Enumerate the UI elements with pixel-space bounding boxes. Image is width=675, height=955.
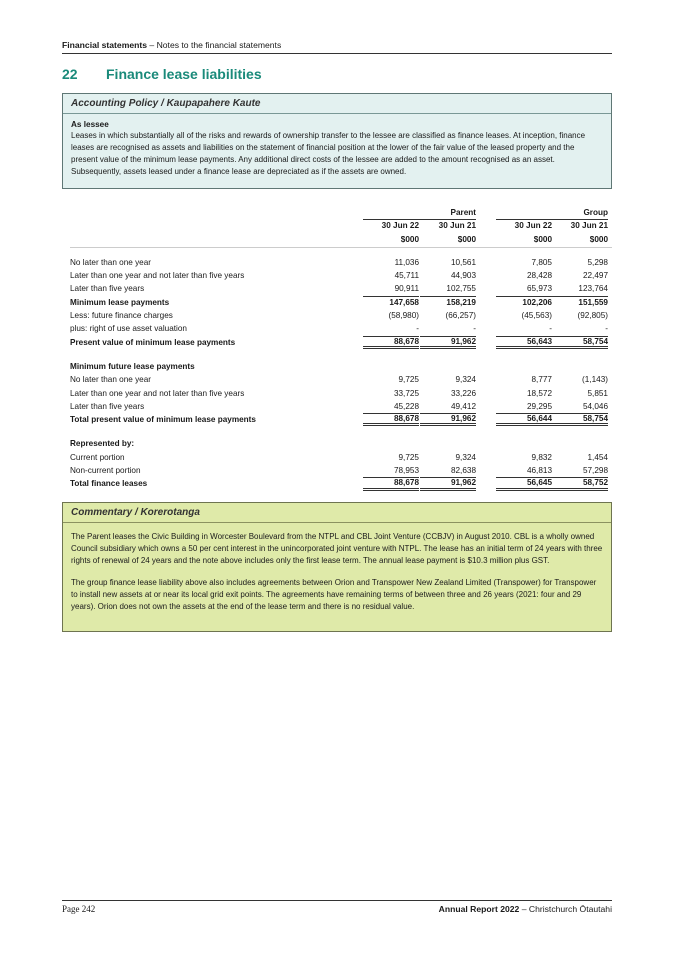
cell: 65,973 bbox=[496, 282, 552, 296]
cell: 151,559 bbox=[578, 297, 608, 307]
row-label: No later than one year bbox=[70, 257, 152, 267]
cell: 49,412 bbox=[420, 400, 476, 414]
cell: 58,754 bbox=[552, 413, 608, 426]
cell: (92,805) bbox=[577, 311, 608, 321]
cell: 56,644 bbox=[496, 413, 552, 426]
cell: 9,324 bbox=[455, 452, 476, 462]
cell: 82,638 bbox=[420, 464, 476, 478]
row-label: Current portion bbox=[70, 452, 125, 462]
row-label: Minimum future lease payments bbox=[70, 361, 195, 371]
cell: 102,206 bbox=[522, 297, 552, 307]
cell: 147,658 bbox=[389, 297, 419, 307]
row-label: Later than five years bbox=[70, 401, 145, 411]
policy-heading: Accounting Policy / Kaupapahere Kaute bbox=[71, 98, 261, 109]
table-row bbox=[70, 269, 612, 282]
note-title bbox=[62, 66, 262, 82]
cell: 9,832 bbox=[531, 452, 552, 462]
table-row bbox=[70, 256, 612, 269]
table-row-total bbox=[70, 477, 612, 490]
note-number: 22 bbox=[62, 66, 78, 82]
table-row bbox=[70, 309, 612, 322]
cell: 5,298 bbox=[587, 257, 608, 267]
policy-subheading: As lessee bbox=[71, 120, 109, 129]
cell: - bbox=[420, 322, 476, 336]
period-header: 30 Jun 21 bbox=[570, 221, 608, 231]
cell: 18,572 bbox=[526, 388, 552, 398]
accounting-policy-box bbox=[62, 93, 612, 189]
cell: 57,298 bbox=[552, 464, 608, 478]
cell: 88,678 bbox=[363, 477, 419, 490]
commentary-paragraph: The group finance lease liability above also includes agreements between Orion and Transpower New Zealand Limited (Transpower) for Transpower to install new assets at or near its local grid exit points. The agreements have remaining terms of between three and 26 years (2021: four and 29 years). Orion does not own the assets at the end of the lease term and there is no residual value. bbox=[71, 578, 597, 611]
header-separator bbox=[70, 247, 612, 248]
cell: 58,752 bbox=[552, 477, 608, 490]
cell: 9,725 bbox=[398, 452, 419, 462]
row-label: plus: right of use asset valuation bbox=[70, 324, 187, 334]
cell: 5,851 bbox=[587, 388, 608, 398]
unit-header: $000 bbox=[400, 234, 419, 244]
period-header: 30 Jun 22 bbox=[381, 221, 419, 231]
row-label: Represented by: bbox=[70, 439, 135, 449]
cell: 91,962 bbox=[420, 413, 476, 426]
group-header-parent: Parent bbox=[450, 208, 476, 217]
header-section: Financial statements bbox=[62, 40, 148, 50]
lease-table bbox=[70, 206, 612, 491]
note-heading: Finance lease liabilities bbox=[106, 66, 262, 82]
cell: 33,226 bbox=[450, 388, 476, 398]
report-title bbox=[439, 904, 612, 914]
row-label: No later than one year bbox=[70, 375, 152, 385]
unit-header: $000 bbox=[457, 234, 476, 244]
table-row bbox=[70, 322, 612, 335]
cell: 1,454 bbox=[587, 452, 608, 462]
policy-divider bbox=[63, 113, 611, 114]
table-row-subtotal bbox=[70, 296, 612, 309]
row-label: Later than one year and not later than five years bbox=[70, 388, 245, 398]
cell: 45,228 bbox=[363, 400, 419, 414]
cell: (66,257) bbox=[445, 311, 476, 321]
cell: 56,643 bbox=[496, 336, 552, 349]
table-row bbox=[70, 387, 612, 400]
cell: 88,678 bbox=[363, 413, 419, 426]
cell: 9,324 bbox=[455, 375, 476, 385]
header-divider bbox=[62, 53, 612, 54]
period-header: 30 Jun 22 bbox=[514, 221, 552, 231]
cell: 123,764 bbox=[552, 282, 608, 296]
commentary-paragraph: The Parent leases the Civic Building in Worcester Boulevard from the NTPL and CBL Joint Venture (CCBJV) in August 2010. CBL is a wholly owned Council subsidiary which owns a 50 per cent interest in the unincorporated joint venture with NTPL. The lease has an initial term of 24 years with three rights of renewal of 24 years and the note above includes only the first lease term. The annual lease payment is $10.3 million plus GST. bbox=[71, 532, 603, 565]
row-label: Total present value of minimum lease payments bbox=[70, 415, 256, 425]
cell: 91,962 bbox=[420, 477, 476, 490]
cell: 22,497 bbox=[582, 271, 608, 281]
policy-text: Leases in which substantially all of the risks and rewards of ownership transfer to the lessee are classified as finance leases. At inception, finance leases are recognised as assets and liabilities on the statement of financial position at the lower of the fair value of the leased property and the present value of the minimum lease payments. Any additional direct costs of the lessee are added to the amount recognised as an asset. Subsequently, assets leased under a finance lease are depreciated as if the assets are owned. bbox=[71, 131, 586, 176]
cell: 10,561 bbox=[450, 257, 476, 267]
commentary-box bbox=[62, 502, 612, 632]
report-name: Annual Report 2022 bbox=[438, 904, 520, 914]
cell: - bbox=[363, 322, 419, 336]
cell: 45,711 bbox=[394, 271, 419, 281]
table-row bbox=[70, 464, 612, 477]
page-number: Page 242 bbox=[62, 904, 96, 914]
cell: 102,755 bbox=[420, 282, 476, 296]
cell: 11,036 bbox=[394, 257, 419, 267]
table-row bbox=[70, 400, 612, 413]
unit-header: $000 bbox=[589, 234, 608, 244]
table-unit-header bbox=[70, 233, 612, 246]
table-row-total bbox=[70, 336, 612, 349]
table-row bbox=[70, 451, 612, 464]
unit-header: $000 bbox=[533, 234, 552, 244]
row-label: Later than five years bbox=[70, 284, 145, 294]
cell: 28,428 bbox=[526, 271, 552, 281]
row-label: Less: future finance charges bbox=[70, 311, 173, 321]
row-label: Later than one year and not later than five years bbox=[70, 271, 245, 281]
report-city: – Christchurch Ōtautahi bbox=[519, 904, 612, 914]
cell: 9,725 bbox=[398, 375, 419, 385]
table-row-total bbox=[70, 413, 612, 426]
cell: - bbox=[496, 322, 552, 336]
cell: (58,980) bbox=[388, 311, 419, 321]
cell: 90,911 bbox=[363, 282, 419, 296]
cell: 46,813 bbox=[496, 464, 552, 478]
commentary-divider bbox=[63, 522, 611, 523]
row-label: Total finance leases bbox=[70, 479, 148, 489]
footer-divider bbox=[62, 900, 612, 901]
row-label: Non-current portion bbox=[70, 466, 141, 476]
table-group-header bbox=[70, 206, 612, 219]
table-row bbox=[70, 282, 612, 295]
running-header bbox=[62, 40, 612, 50]
period-header: 30 Jun 21 bbox=[438, 221, 476, 231]
cell: (1,143) bbox=[582, 375, 608, 385]
cell: 58,754 bbox=[552, 336, 608, 349]
cell: 44,903 bbox=[450, 271, 476, 281]
commentary-heading: Commentary / Korerotanga bbox=[71, 507, 200, 518]
table-period-header bbox=[70, 219, 612, 232]
group-header-group: Group bbox=[583, 208, 608, 217]
cell: - bbox=[552, 322, 608, 336]
cell: 54,046 bbox=[552, 400, 608, 414]
row-label: Minimum lease payments bbox=[70, 297, 170, 307]
header-subsection: – Notes to the financial statements bbox=[147, 40, 282, 50]
cell: 7,805 bbox=[531, 257, 552, 267]
cell: (45,563) bbox=[521, 311, 552, 321]
cell: 8,777 bbox=[531, 375, 552, 385]
cell: 158,219 bbox=[446, 297, 476, 307]
cell: 33,725 bbox=[393, 388, 419, 398]
cell: 88,678 bbox=[363, 336, 419, 349]
table-subheading bbox=[70, 437, 612, 450]
table-row bbox=[70, 373, 612, 386]
cell: 78,953 bbox=[363, 464, 419, 478]
cell: 91,962 bbox=[420, 336, 476, 349]
row-label: Present value of minimum lease payments bbox=[70, 337, 236, 347]
cell: 56,645 bbox=[496, 477, 552, 490]
table-subheading bbox=[70, 360, 612, 373]
cell: 29,295 bbox=[496, 400, 552, 414]
